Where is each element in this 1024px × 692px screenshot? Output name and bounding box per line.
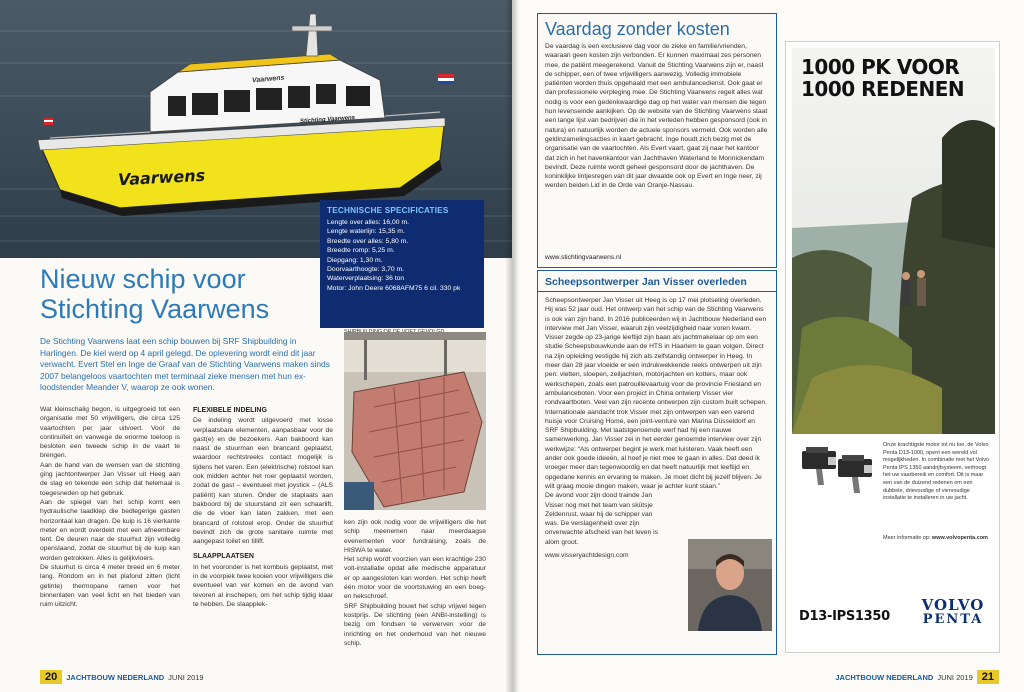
- ad-headline: [801, 56, 964, 100]
- spec-line: Diepgang: 1,30 m.: [327, 256, 383, 264]
- paragraph: De stuurhut is circa 4 meter breed en 6 meter lang. Rondom en in het plafond zitten (licht getinte) thermopane ramen voor het binnenlaten van veel licht en het bieden van ruim uitzicht.: [40, 564, 180, 609]
- paragraph: ken zijn ook nodig voor de vrijwilligers die het schip meenemen naar meerdaagse evenementen voor fundraising, zoals de HISWA te water.: [344, 519, 486, 554]
- article-title: Nieuw schip voor Stichting Vaarwens: [40, 264, 270, 324]
- paragraph: In het vooronder is het kombuis geplaatst, met in de voorpiek twee kooien voor vrijwilligers die eventueel van ver komen en de avond van tevoren al inschepen, om het schip tijdig klaar te hebben. De slaapplek-: [193, 563, 333, 608]
- left-footer: [40, 670, 204, 684]
- paragraph: De indeling wordt uitgevoerd met losse verplaatsbare elementen, aanpasbaar voor de gast(e) en de bezoekers. Aan bakboord kan naast de stuurman een brancard geplaatst, waardoor rechtstreeks contact mogelijk is tijdens het varen. Een (elektrische) rolstoel kan ook midden achter het roer geplaatst worden, zodat de gast – eventueel met joystick – (ALS patiënt) kan sturen. Onder de staplaats aan bakboord bij de stuurstand zit een schaarlift, die de vloer kan laten zakken, met een brancard of rolstoel erop. Onder de stuurhut bevindt zich de grote sanitaire ruimte met aangepast toilet en tillift.: [193, 417, 333, 546]
- vaardag-title: Vaardag zonder kosten: [545, 19, 730, 39]
- paragraph: SRF Shipbuilding bouwt het schip vrijwel tegen kostprijs. De stichting (een ANBI-instelling) is bezig om fondsen te verwerven voor de inrichting en het onderhoud van het nieuwe schip.: [344, 602, 486, 647]
- paragraph: Aan de spiegel van het schip komt een hydraulische laadklep die bedlegerige gasten horizontaal kan dragen. De kuip is 16 vierkante meter en wordt overdekt met een afneembare tent. De deuren naar de stuurhut zijn volledig openslaand, zodat de stuurhut bij de kuip kan worden getrokken. Alles is gelijkvloers.: [40, 498, 180, 562]
- vaarwens-url[interactable]: www.stichtingvaarwens.nl: [545, 254, 622, 261]
- ad-headline-line-2: 1000 REDENEN: [801, 77, 965, 101]
- spec-line: Doorvaarthoogte: 3,70 m.: [327, 266, 405, 274]
- article-column-2: [193, 402, 333, 609]
- visser-url[interactable]: www.visseryachtdesign.com: [545, 552, 629, 560]
- boat-hull-name: Vaarwens: [117, 165, 206, 190]
- paragraph: De avond voor zijn dood trainde Jan Visser nog met het team van skûtsje Zeldenrust, waar hij de schipper van was. De verslagenheid over zijn onverwachte afscheid van het leven is alom groot.: [545, 492, 659, 546]
- paragraph: Wat kleinschalig begon, is uitgegroeid tot een organisatie met 50 vrijwilligers, die circa 125 vaartochten per jaar uitvoert. Voor de continuïteit en vanwege de enorme toeloop is besloten een tweede schip in de vaart te brengen.: [40, 406, 180, 460]
- page-number: 21: [977, 670, 999, 684]
- ad-more-url[interactable]: www.volvopenta.com: [931, 535, 988, 541]
- spec-line: Breedte over alles: 5,80 m.: [327, 237, 409, 245]
- right-page: [512, 0, 1024, 692]
- ad-more-label: Meer informatie op:: [883, 535, 931, 541]
- magazine-name: JACHTBOUW NEDERLAND: [835, 672, 934, 682]
- spec-line: Waterverplaatsing: 36 ton: [327, 275, 405, 283]
- shipyard-photo: [344, 332, 486, 510]
- page-number: 20: [40, 670, 62, 684]
- ad-headline-line-1: 1000 PK VOOR: [801, 55, 960, 79]
- paragraph: Internationale aandacht trok Visser met zijn ontwerpen van een varend huisje voor Cruising Home, een joint-venture van Marina Düsseldorf en SRF Shipbuilding. Met laatstgenoemde werf had hij een nauwe samenwerking. Jan Visser zei in het eerder genoemde interview over zijn werkwijze: “Als ontwerper begint je werk met luisteren. Vaak heeft een ander ook goede ideeën, al hoef je niet mee te gaan in alles. Dat deed ik vroeger meer dan tegenwoordig en dat heeft natuurlijk met leeftijd en opgedane kennis en ervaring te maken. Je moet dicht bij jezelf blijven. Je wilt graag mooie dingen maken, waar je achter kunt staan.”: [545, 408, 762, 490]
- logo-volvo: VOLVO: [921, 596, 985, 614]
- visser-title: Scheepsontwerper Jan Visser overleden: [538, 276, 776, 292]
- paragraph: Visser zegde op 23-jarige leeftijd zijn baan als jachtmakelaar op om een studie Scheepsbouwkunde aan de HTS in Haarlem te gaan volgen. Direct na zijn opleiding vestigde hij zich als zelfstandig ontwerper in Heeg. In meer dan 28 jaar vloeide er een indrukwekkende reeks ontwerpen uit zijn pen: vletten, sloepen, zeiljachten, motorjachten en kotters, maar ook werkschepen, zoals een patrouillevaartuig voor de provincie Friesland en ambulanceboten. Voor een project in China ontwierp Visser vier rondvaartboten. Veel van zijn recente ontwerpen zijn custom built schepen.: [545, 334, 767, 407]
- boat-cabin-label: Stichting Vaarwens: [299, 115, 356, 125]
- specs-title: TECHNISCHE SPECIFICATIES: [327, 206, 449, 215]
- article-lead: De Stichting Vaarwens laat een schip bouwen bij SRF Shipbuilding in Harlingen. De kiel werd op 4 april gelegd. De oplevering wordt eind dit jaar verwacht. Evert Stel en Inge de Graaf van de Stichting Vaarwens maken sinds 2007 belangeloos vaartochten met terminaal zieke mensen met hun ex-loodstender Meander V, waarop ze ook wonen.: [40, 336, 330, 393]
- issue-date: JUNI 2019: [937, 672, 973, 682]
- technical-specs-box: [320, 200, 484, 328]
- jan-visser-portrait: [688, 539, 772, 631]
- article-column-1: [40, 405, 180, 610]
- visser-obituary-box: [537, 270, 777, 655]
- paragraph: Aan de hand van de wensen van de stichting ging jachtontwerper Jan Visser uit Heeg aan de slag en tekende een schip dat helemaal is toegesneden op het gebruik.: [40, 461, 180, 497]
- magazine-name: JACHTBOUW NEDERLAND: [66, 672, 165, 682]
- issue-date: JUNI 2019: [168, 672, 204, 682]
- spec-line: Breedte romp: 5,25 m.: [327, 247, 395, 255]
- spec-line: Lengte over alles: 16,00 m.: [327, 219, 409, 226]
- logo-penta: PENTA: [922, 612, 984, 627]
- paragraph: Scheepsontwerper Jan Visser uit Heeg is op 17 mei plotseling overleden. Hij was 52 jaar oud. Het ontwerp van het schip van de Stichting Vaarwens is ook van zijn hand. In 2016 publiceerden wij in Jachtbouw Nederland een interview met Jan Visser, waaruit zijn veelzijdigheid naar voren kwam.: [545, 297, 767, 332]
- vaardag-body: De vaardag is een exclusieve dag voor de zieke en familie/vrienden, waaraan geen kosten zijn verbonden. Er kunnen maximaal zes personen mee, de patiënt meegerekend. Vanuit de Stichting Vaarwens zijn er, naast de schipper, een of twee vrijwilligers aanwezig. Volledig immobiele patiënten worden thuis opgehaald met een ambulancedienst. Ook gaat er dan professionele verpleging mee. De Stichting Vaarwens regelt alles wat nodig is voor een gedenkwaardige dag op het water van mensen die tegen hun levenseinde aankijken. Op de website van de Stichting Vaarwens staat een lange lijst van bedrijven die in het verleden hebben gesponsord (ook in natura) en natuurlijk worden de actuele sponsors vermeld. Ook worden alle geldinzamelingsacties in kaart gebracht. Inge houdt zich bezig met de organisatie van de vaartochten. Als Evert vaart, gaat zij naar het kantoor dat zich in het havenkantoor van Jachthaven Waterland te Monnickendam bevindt. Deze ruimte wordt geheel gesponsord door de jachthaven. De koninklijke lintjesregen van dit jaar dwaalde ook op Evert en Inge neer, zij werden beiden Lid in de Orde van Oranje-Nassau.: [545, 43, 768, 190]
- paragraph: Het schip wordt voorzien van een krachtige 230 volt-installatie opdat alle medische apparatuur er op aangesloten kan worden. Het schip heeft één motor voor de voortstuwing en een boeg- en hekschroef.: [344, 556, 486, 601]
- ad-body: Onze krachtigste motor tot nu toe, de Volvo Penta D13-1000, opent een wereld vol mogelijkheden. In combinatie met het Volvo Penta IPS 1350 aandrijfsysteem, verhoogt het uw vaarbereik en comfort. Dit is maar een van de duizend redenen om een dubbele, drievoudige of viervoudige installatie te installeren in uw jacht.: [883, 442, 990, 502]
- ad-more-info: [883, 535, 995, 541]
- subheading-slaapplaatsen: SLAAPPLAATSEN: [193, 553, 254, 561]
- article-column-3: [344, 518, 486, 648]
- vaardag-box: [537, 13, 777, 268]
- spec-line: Motor: John Deere 6068AFM75 6 cil. 330 pk: [327, 284, 461, 292]
- volvo-penta-advertisement[interactable]: [785, 41, 1000, 653]
- right-footer: [835, 670, 999, 684]
- boat-roof-name: Vaarwens: [251, 74, 285, 85]
- spec-line: Lengte waterlijn: 15,35 m.: [327, 228, 405, 236]
- magazine-gutter: [505, 0, 519, 692]
- subheading-flexibele-indeling: FLEXIBELE INDELING: [193, 407, 267, 414]
- ad-model-name: D13-IPS1350: [799, 609, 890, 624]
- ips-drive-engine-image: [798, 437, 878, 497]
- ad-landscape-photo: [792, 48, 995, 434]
- volvo-penta-logo: [914, 598, 992, 626]
